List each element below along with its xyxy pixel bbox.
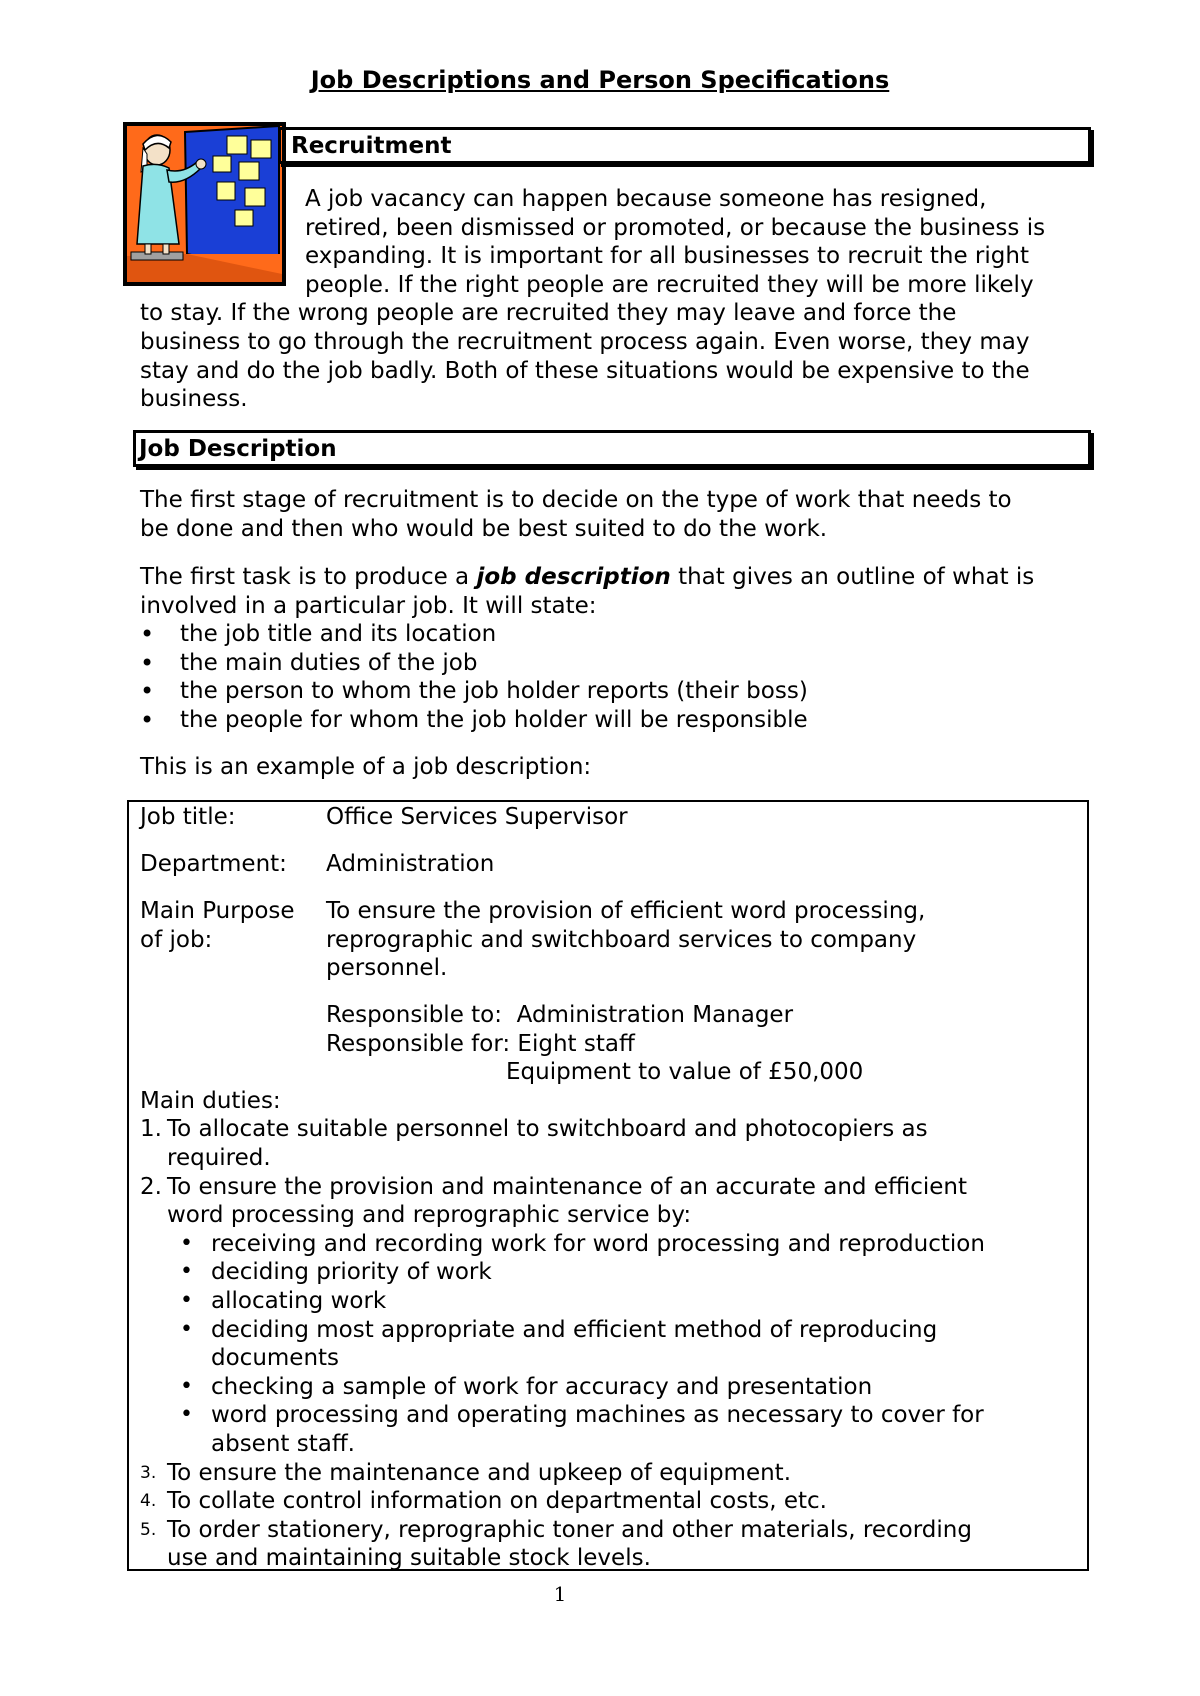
job-description-heading: Job Description — [133, 430, 1091, 467]
text-line: retired, been dismissed or promoted, or because the business is — [305, 214, 1046, 241]
text-span: that gives an outline of what is — [670, 564, 1035, 590]
responsible-to: Responsible to: Administration Manager — [326, 1002, 794, 1028]
list-item: • the person to whom the job holder reports (their boss) — [140, 677, 808, 706]
equipment-value: Equipment to value of £50,000 — [506, 1059, 864, 1086]
text-line: The first stage of recruitment is to decide on the type of work that needs to — [140, 487, 1012, 513]
list-item — [180, 1373, 985, 1402]
list-item — [180, 1316, 985, 1373]
purpose-label: Main Purpose — [140, 898, 295, 924]
text-span: documents — [211, 1345, 340, 1372]
purpose-line: personnel. — [326, 955, 448, 982]
duty-line: required. — [167, 1145, 271, 1171]
page-title: Job Descriptions and Person Specifications — [310, 66, 890, 94]
text-span: absent staff. — [211, 1430, 355, 1457]
list-item: • the main duties of the job — [140, 649, 808, 678]
duty-line: To ensure the maintenance and upkeep of equipment. — [167, 1459, 791, 1486]
recruitment-heading: Recruitment — [278, 127, 1091, 164]
duty-line: word processing and reprographic service by: — [167, 1202, 692, 1229]
example-intro: This is an example of a job description: — [140, 754, 592, 780]
list-item — [180, 1258, 985, 1287]
job-description-emphasis: job description — [476, 564, 671, 590]
text-span: deciding most appropriate and efficient method of reproducing — [211, 1316, 938, 1343]
duty-number: 3. — [140, 1462, 157, 1483]
list-item — [180, 1401, 985, 1458]
page-number: 1 — [553, 1582, 567, 1606]
purpose-line: reprographic and switchboard services to company — [326, 926, 917, 953]
duty-line: use and maintaining suitable stock levels. — [167, 1545, 651, 1572]
text-line: involved in a particular job. It will state: — [140, 592, 597, 619]
text-line: A job vacancy can happen because someone has resigned, — [305, 186, 987, 212]
text-span: receiving and recording work for word processing and reproduction — [211, 1230, 985, 1257]
duty-sub-bullets — [180, 1230, 985, 1459]
text-span: checking a sample of work for accuracy and presentation — [211, 1373, 873, 1400]
purpose-label: of job: — [140, 926, 213, 953]
duty-line: To collate control information on departmental costs, etc. — [167, 1488, 827, 1515]
job-description-bullets — [140, 620, 808, 734]
text-line: to stay. If the wrong people are recruited they may leave and force the — [140, 300, 957, 327]
list-item: • the job title and its location — [140, 620, 808, 649]
duty-line: To order stationery, reprographic toner and other materials, recording — [167, 1516, 972, 1543]
text-line: stay and do the job badly. Both of these situations would be expensive to the — [140, 357, 1030, 384]
duty-number: 5. — [140, 1519, 157, 1540]
list-item: • the people for whom the job holder will be responsible — [140, 706, 808, 735]
text-line: business to go through the recruitment process again. Even worse, they may — [140, 329, 1030, 355]
noticeboard-clipart-icon — [123, 122, 286, 286]
main-duties-label: Main duties: — [140, 1087, 281, 1114]
job-title-label: Job title: — [140, 804, 236, 830]
text-span: The first task is to produce a — [140, 564, 477, 590]
job-title-value: Office Services Supervisor — [326, 804, 628, 830]
purpose-line: To ensure the provision of efficient word processing, — [326, 898, 926, 924]
responsible-for: Responsible for: Eight staff — [326, 1030, 635, 1057]
list-item — [180, 1287, 985, 1316]
list-item — [180, 1230, 985, 1259]
text-line: people. If the right people are recruited they will be more likely — [305, 271, 1034, 298]
text-span: word processing and operating machines as necessary to cover for — [211, 1402, 984, 1429]
duty-line: To ensure the provision and maintenance of an accurate and efficient — [167, 1173, 968, 1200]
text-line: be done and then who would be best suited to do the work. — [140, 516, 828, 542]
text-line: business. — [140, 386, 248, 413]
department-label: Department: — [140, 851, 287, 877]
text-line: expanding. It is important for all businesses to recruit the right — [305, 243, 1029, 270]
duty-number: 4. — [140, 1491, 157, 1512]
department-value: Administration — [326, 851, 495, 877]
text-span: allocating work — [211, 1287, 387, 1314]
first-task-line — [140, 563, 1034, 592]
duty-number: 2. — [140, 1173, 162, 1200]
duty-number: 1. — [140, 1116, 162, 1143]
text-span: deciding priority of work — [211, 1259, 492, 1286]
duty-line: To allocate suitable personnel to switchboard and photocopiers as — [167, 1116, 928, 1143]
